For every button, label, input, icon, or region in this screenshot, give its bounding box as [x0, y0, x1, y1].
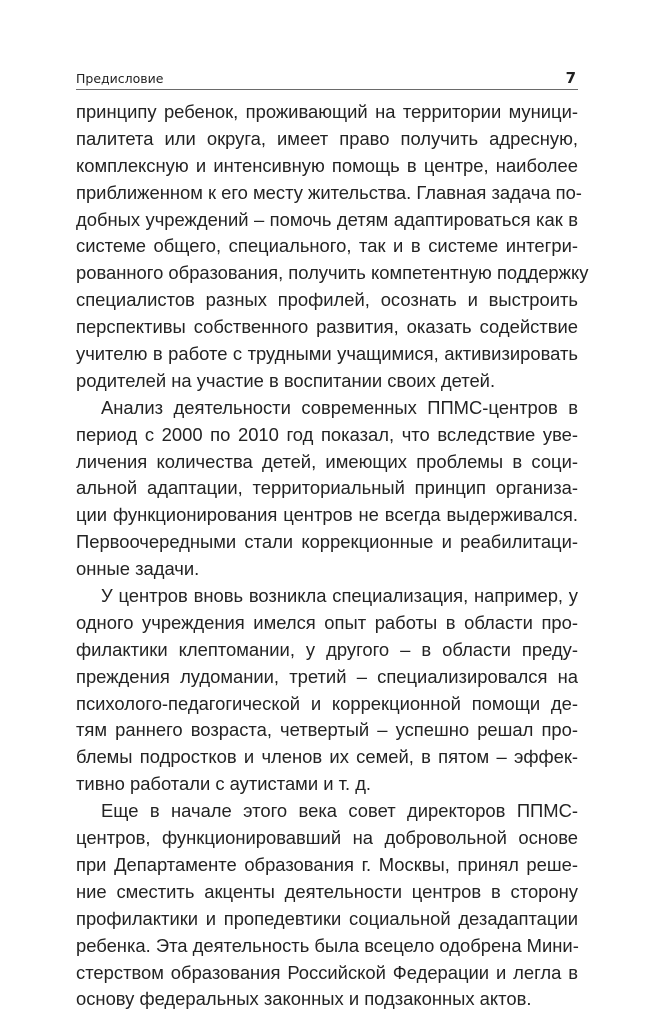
text-line: ции функционирования центров не всегда выдерживался.	[76, 504, 578, 526]
text-line: основу федеральных законных и подзаконных актов.	[76, 988, 532, 1010]
text-line: профилактики и пропедевтики социальной дезадаптации	[76, 907, 578, 929]
running-header	[76, 64, 578, 90]
text-line: при Департаменте образования г. Москвы, принял реше-	[76, 853, 578, 875]
text-line: Первоочередными стали коррекционные и реабилитаци-	[76, 531, 578, 553]
text-line: тивно работали с аутистами и т. д.	[76, 773, 372, 795]
text-line: специалистов разных профилей, осознать и выстроить	[76, 289, 578, 311]
section-title: Предисловие	[76, 71, 164, 86]
text-line: палитета или округа, имеет право получить адресную,	[76, 127, 578, 149]
text-line: перспективы собственного развития, оказать содействие	[76, 316, 578, 338]
book-page	[76, 64, 589, 1013]
text-line: психолого-педагогической и коррекционной помощи де-	[76, 692, 578, 714]
text-line: стерством образования Российской Федерации и легла в	[76, 961, 578, 983]
text-line: системе общего, специального, так и в системе интегри-	[76, 235, 578, 257]
text-line: филактики клептомании, у другого – в области преду-	[76, 638, 578, 660]
text-line: Еще в начале этого века совет директоров ППМС-	[101, 800, 578, 822]
text-line: рованного образования, получить компетентную поддержку	[76, 262, 589, 284]
body-text	[76, 99, 589, 1013]
text-line: преждения лудомании, третий – специализировался на	[76, 665, 578, 687]
page-number: 7	[565, 69, 576, 87]
text-line: одного учреждения имелся опыт работы в области про-	[76, 611, 578, 633]
paragraph	[76, 583, 578, 798]
text-line: родителей на участие в воспитании своих детей.	[76, 369, 496, 391]
text-line: личения количества детей, имеющих проблемы в соци-	[76, 450, 578, 472]
text-line: центров, функционировавший на добровольной основе	[76, 827, 578, 849]
paragraph	[76, 395, 578, 583]
text-line: альной адаптации, территориальный принцип организа-	[76, 477, 578, 499]
text-line: онные задачи.	[76, 558, 200, 580]
paragraph	[76, 99, 589, 395]
text-line: ние сместить акценты деятельности центров в сторону	[76, 880, 578, 902]
text-line: Анализ деятельности современных ППМС-центров в	[101, 396, 578, 418]
text-line: период с 2000 по 2010 год показал, что вследствие уве-	[76, 423, 578, 445]
paragraph	[76, 798, 578, 1013]
text-line: тям раннего возраста, четвертый – успешно решал про-	[76, 719, 578, 741]
text-line: учителю в работе с трудными учащимися, активизировать	[76, 343, 578, 365]
text-line: ребенка. Эта деятельность была всецело одобрена Мини-	[76, 934, 579, 956]
text-line: приближенном к его месту жительства. Главная задача по-	[76, 181, 582, 203]
text-line: комплексную и интенсивную помощь в центре, наиболее	[76, 154, 578, 176]
text-line: У центров вновь возникла специализация, например, у	[101, 585, 578, 607]
text-line: блемы подростков и членов их семей, в пятом – эффек-	[76, 746, 578, 768]
text-line: добных учреждений – помочь детям адаптироваться как в	[76, 208, 578, 230]
text-line: принципу ребенок, проживающий на территории муници-	[76, 101, 578, 122]
